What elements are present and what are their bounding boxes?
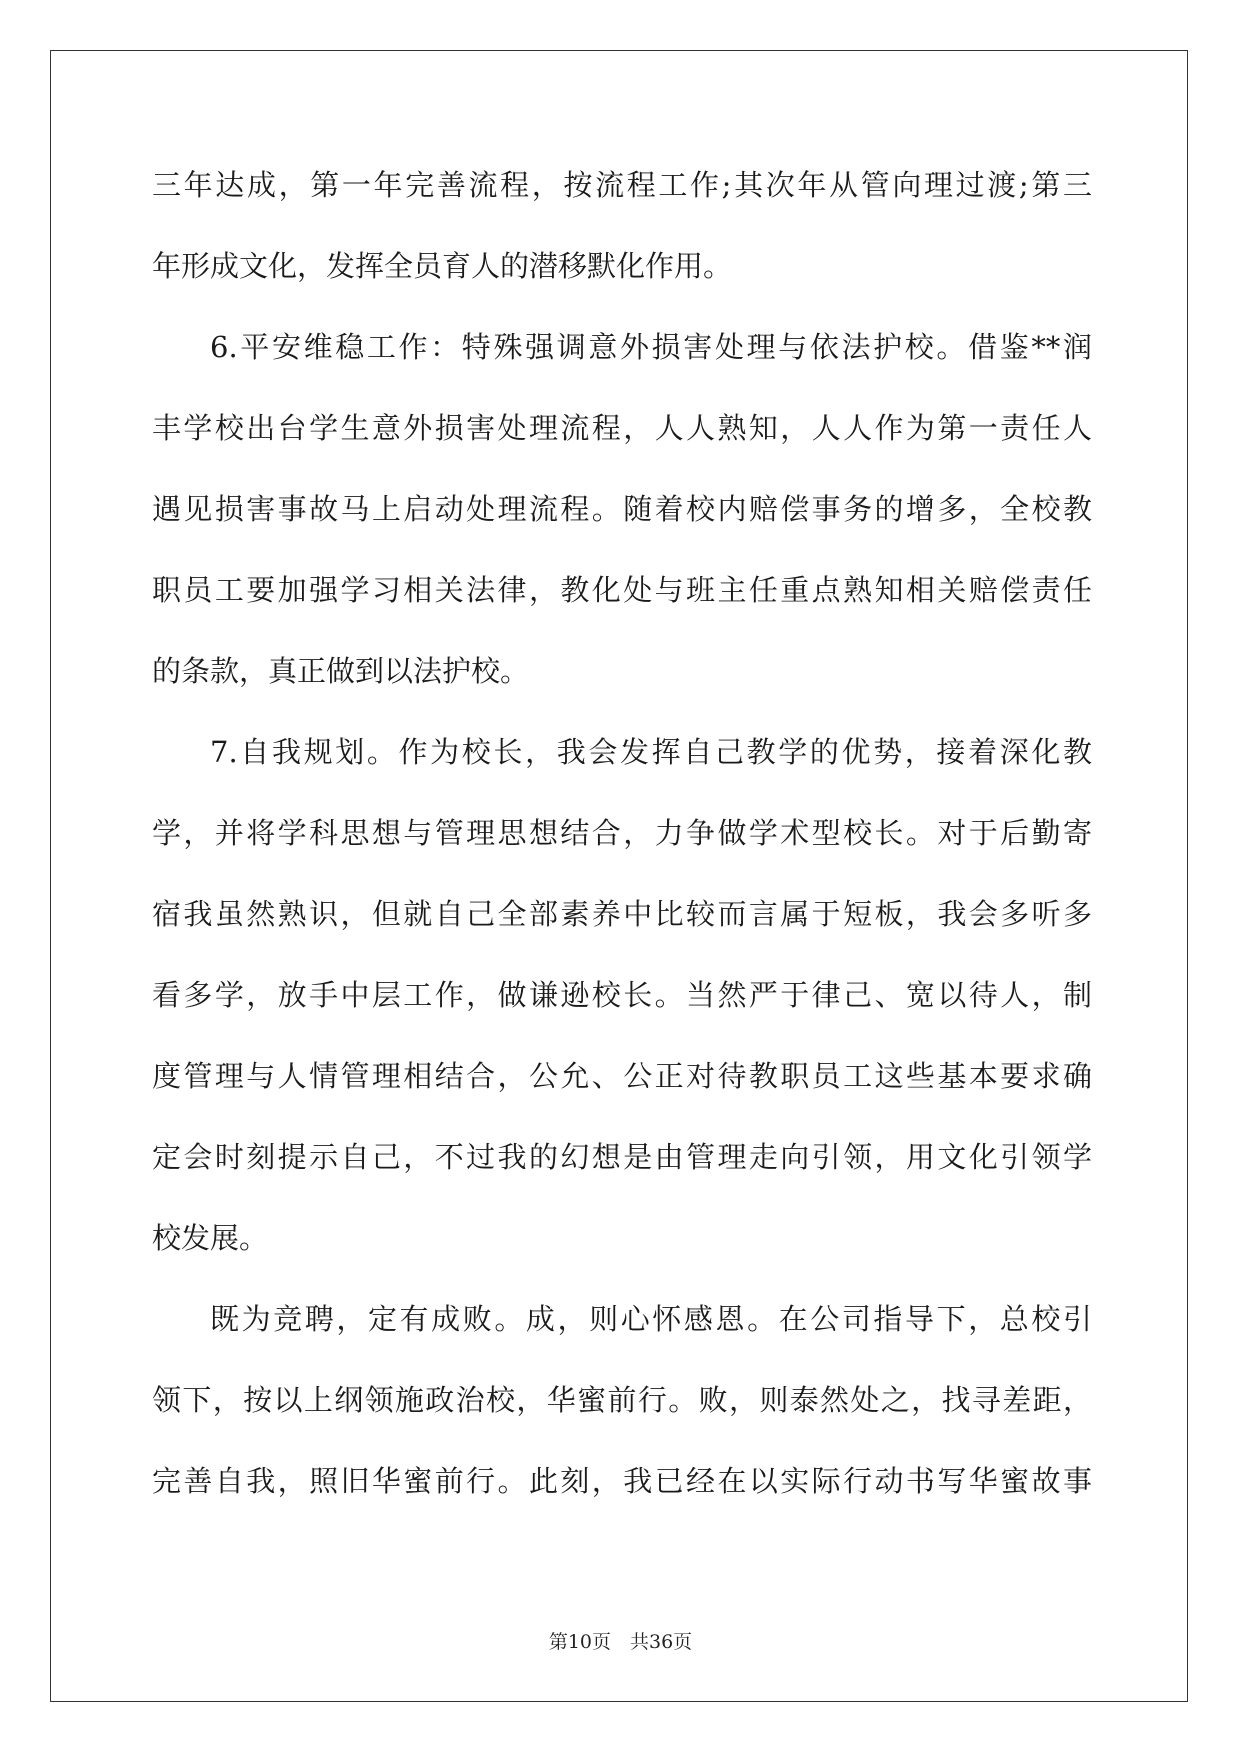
text-line: 完善自我，照旧华蜜前行。此刻，我已经在以实际行动书写华蜜故事 [152,1464,1092,1498]
text-line: 6.平安维稳工作：特殊强调意外损害处理与依法护校。借鉴**润 [210,330,1092,364]
text-line: 校发展。 [152,1221,269,1255]
text-line: 的条款，真正做到以法护校。 [152,654,530,688]
text-line: 遇见损害事故马上启动处理流程。随着校内赔偿事务的增多，全校教 [152,492,1092,526]
text-line: 宿我虽然熟识，但就自己全部素养中比较而言属于短板，我会多听多 [152,897,1092,931]
text-line: 领下，按以上纲领施政治校，华蜜前行。败，则泰然处之，找寻差距， [152,1383,1092,1417]
text-line: 年形成文化，发挥全员育人的潜移默化作用。 [152,249,733,283]
page-number: 第10页 共36页 [548,1631,693,1653]
text-line: 三年达成，第一年完善流程，按流程工作;其次年从管向理过渡;第三 [152,168,1092,202]
document-body [152,160,1092,1537]
text-line: 看多学，放手中层工作，做谦逊校长。当然严于律己、宽以待人，制 [152,978,1092,1012]
text-line: 7.自我规划。作为校长，我会发挥自己教学的优势，接着深化教 [210,735,1092,769]
text-line: 度管理与人情管理相结合，公允、公正对待教职员工这些基本要求确 [152,1059,1092,1093]
text-line: 职员工要加强学习相关法律，教化处与班主任重点熟知相关赔偿责任 [152,573,1092,607]
text-line: 既为竞聘，定有成败。成，则心怀感恩。在公司指导下，总校引 [210,1302,1092,1336]
text-line: 定会时刻提示自己，不过我的幻想是由管理走向引领，用文化引领学 [152,1140,1092,1174]
text-line: 学，并将学科思想与管理思想结合，力争做学术型校长。对于后勤寄 [152,816,1092,850]
text-line: 丰学校出台学生意外损害处理流程，人人熟知，人人作为第一责任人 [152,411,1092,445]
